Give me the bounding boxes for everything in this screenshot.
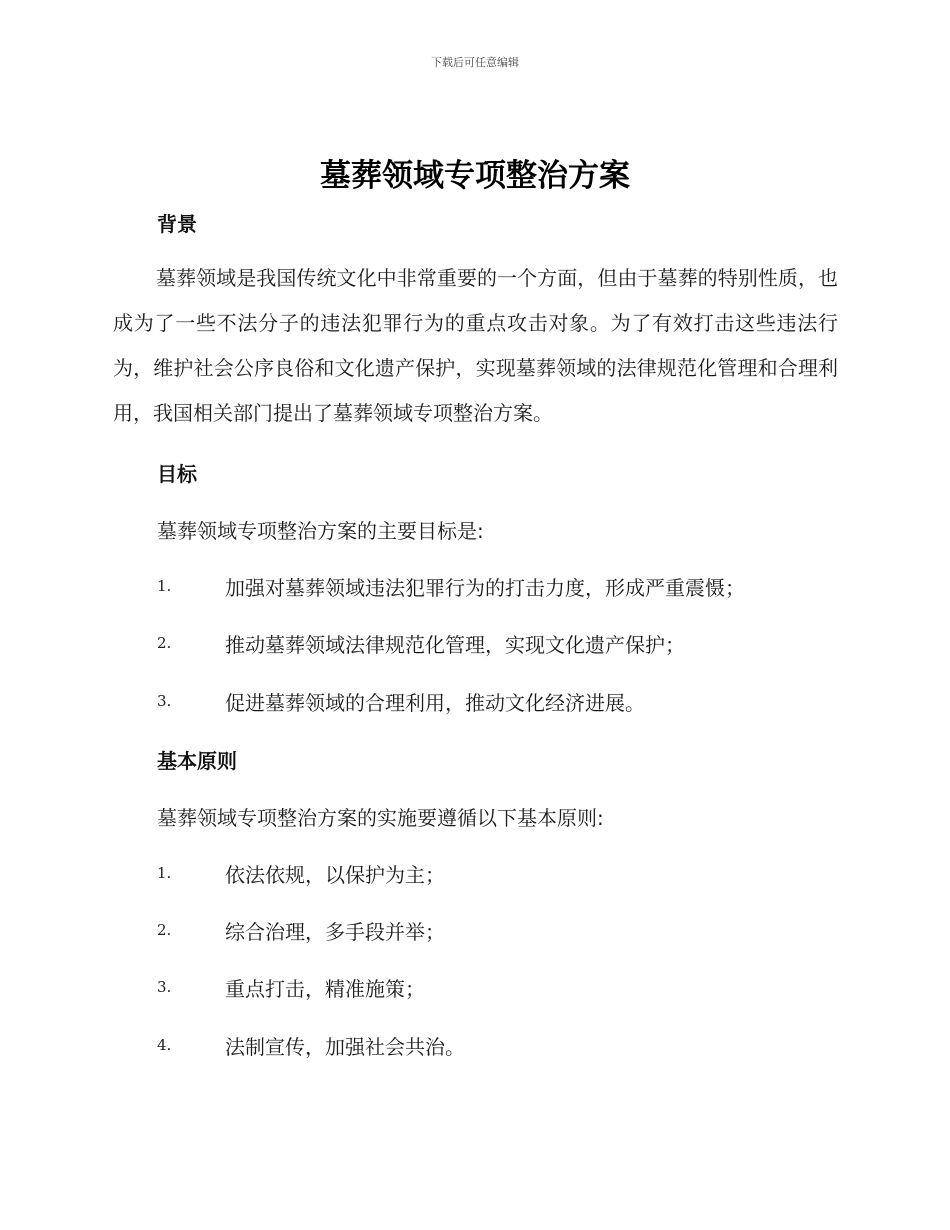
list-number: 3. xyxy=(157,978,172,996)
principles-list-item xyxy=(157,859,857,889)
list-number: 4. xyxy=(157,1036,172,1054)
list-text: 综合治理，多手段并举； xyxy=(225,920,445,944)
list-number: 1. xyxy=(157,577,172,595)
goals-list-item xyxy=(157,572,857,602)
principles-intro: 墓葬领域专项整治方案的实施要遵循以下基本原则: xyxy=(157,806,604,830)
list-text: 重点打击，精准施策； xyxy=(225,977,425,1001)
list-text: 依法依规，以保护为主； xyxy=(225,863,445,887)
list-number: 1. xyxy=(157,864,172,882)
list-text: 加强对墓葬领域违法犯罪行为的打击力度，形成严重震慑； xyxy=(225,576,745,600)
goals-intro: 墓葬领域专项整治方案的主要目标是: xyxy=(157,519,484,543)
page-header-note: 下载后可任意编辑 xyxy=(431,56,519,69)
list-text: 法制宣传，加强社会共治。 xyxy=(225,1035,465,1059)
list-number: 2. xyxy=(157,921,172,939)
goals-list-item xyxy=(157,629,857,659)
section-heading-principles: 基本原则 xyxy=(157,749,237,773)
list-number: 3. xyxy=(157,692,172,710)
principles-list-item xyxy=(157,973,857,1003)
background-paragraph: 墓葬领域是我国传统文化中非常重要的一个方面，但由于墓葬的特别性质，也成为了一些不法分子的违法犯罪行为的重点攻击对象。为了有效打击这些违法行为，维护社会公序良俗和文化遗产保护，实现墓葬领域的法律规范化管理和合理利用，我国相关部门提出了墓葬领域专项整治方案。 xyxy=(113,266,838,425)
principles-list-item xyxy=(157,1031,857,1061)
list-text: 推动墓葬领域法律规范化管理，实现文化遗产保护； xyxy=(225,633,685,657)
principles-list-item xyxy=(157,916,857,946)
list-number: 2. xyxy=(157,634,172,652)
document-title: 墓葬领域专项整治方案 xyxy=(320,158,630,194)
section-heading-background: 背景 xyxy=(157,212,197,236)
list-text: 促进墓葬领域的合理利用，推动文化经济进展。 xyxy=(225,691,645,715)
goals-list-item xyxy=(157,687,857,717)
section-heading-goals: 目标 xyxy=(157,462,197,486)
